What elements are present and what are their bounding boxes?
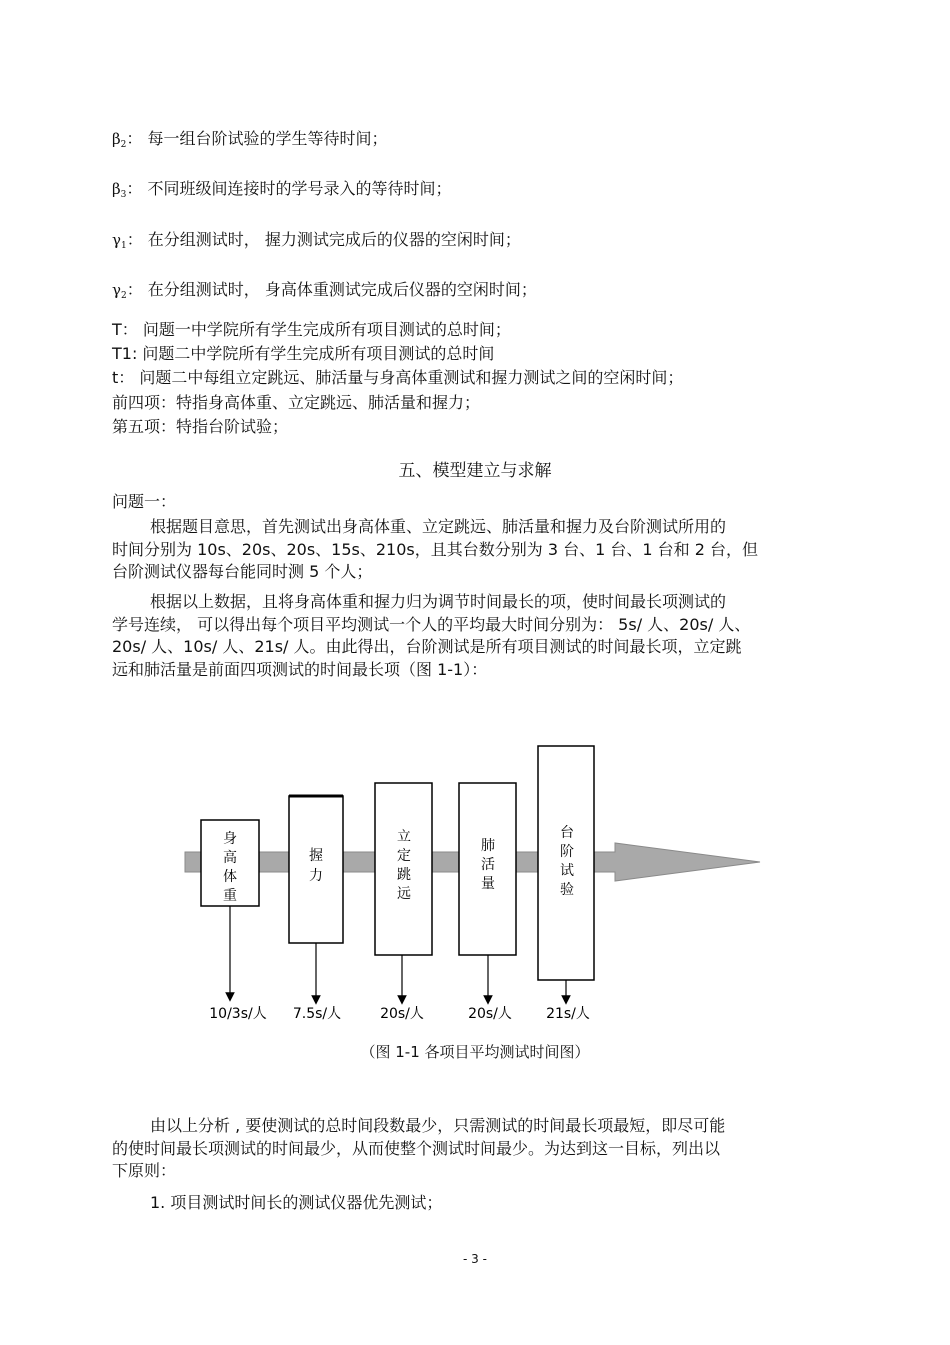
paragraph-line: 远和肺活量是前面四项测试的时间最长项（图 1-1）： (112, 659, 488, 679)
paragraph-line: 由以上分析 , 要使测试的总时间段数最少，只需测试的时间最长项最短，即尽可能 (150, 1116, 726, 1135)
figure-caption: （图 1-1 各项目平均测试时间图） (360, 1043, 590, 1061)
definition-text: ： 每一组台阶试验的学生等待时间； (126, 129, 388, 148)
paragraph-line: 学号连续， 可以得出每个项目平均测试一个人的平均最大时间分别为： 5s/ 人、20s/ 人、 (112, 614, 751, 634)
box-label-char: 力 (309, 868, 323, 884)
box-grip (289, 796, 343, 1022)
box-label-char: 身 (223, 831, 237, 847)
paragraph-line: 根据以上数据，且将身高体重和握力归为调节时间最长的项，使时间最长项测试的 (150, 592, 727, 611)
page-number: - 3 - (463, 1252, 487, 1266)
box-label-char: 立 (397, 829, 411, 845)
definition-t: t： 问题二中每组立定跳远、肺活量与身高体重测试和握力测试之间的空闲时间； (112, 368, 684, 387)
box-lung-capacity (459, 783, 516, 1022)
problem-label: 问题一： (112, 492, 177, 511)
paragraph-line: 的使时间最长项测试的时间最少，从而使整个测试时间最少。为达到这一目标，列出以 (112, 1138, 721, 1158)
paragraph-line: 下原则： (112, 1161, 177, 1180)
paragraph-line: 根据题目意思，首先测试出身高体重、立定跳远、肺活量和握力及台阶测试所用的 (150, 517, 727, 536)
box-label-char: 远 (397, 886, 411, 902)
paragraph-3 (112, 1115, 725, 1183)
symbol: $\beta_3$ (112, 180, 127, 200)
box-step-test (538, 746, 594, 1022)
box-label-char: 肺 (481, 838, 495, 854)
time-label: 20s/人 (468, 1006, 512, 1022)
box-label-char: 台 (560, 825, 574, 841)
definition-T: T： 问题一中学院所有学生完成所有项目测试的总时间； (112, 320, 511, 339)
definition-text: ： 在分组测试时， 握力测试完成后的仪器的空闲时间； (126, 230, 521, 249)
box-label-char: 跳 (397, 867, 411, 883)
symbol: $\beta_2$ (112, 130, 127, 150)
paragraph-line: 20s/ 人、10s/ 人、21s/ 人。由此得出，台阶测试是所有项目测试的时间最长项，立定跳 (112, 637, 742, 656)
definition-text: ： 不同班级间连接时的学号录入的等待时间； (126, 179, 452, 198)
section-title: 五、模型建立与求解 (398, 461, 552, 481)
symbol: $\gamma_1$ (112, 231, 127, 251)
box-label-char: 试 (560, 863, 574, 879)
box-standing-jump (375, 783, 432, 1022)
box-label-char: 量 (481, 876, 495, 892)
definition-first-four: 前四项：特指身高体重、立定跳远、肺活量和握力； (112, 393, 481, 412)
definition-fifth: 第五项：特指台阶试验； (112, 417, 289, 436)
box-label-char: 活 (481, 857, 495, 873)
box-label-char: 验 (560, 882, 574, 898)
rule-1: 1. 项目测试时间长的测试仪器优先测试； (150, 1193, 443, 1212)
time-label: 10/3s/人 (209, 1006, 267, 1022)
definition-text: ： 在分组测试时， 身高体重测试完成后仪器的空闲时间； (126, 280, 537, 299)
box-label-char: 阶 (560, 844, 574, 860)
box-height-weight (201, 820, 267, 1022)
time-label: 20s/人 (380, 1006, 424, 1022)
symbol: $\gamma_2$ (112, 281, 127, 301)
time-label: 21s/人 (546, 1006, 590, 1022)
box-label-char: 重 (223, 888, 237, 904)
definition-T1: T1: 问题二中学院所有学生完成所有项目测试的总时间 (112, 344, 495, 363)
box-label-char: 握 (309, 848, 323, 864)
time-label: 7.5s/人 (292, 1006, 342, 1022)
paragraph-line: 时间分别为 10s、20s、20s、15s、210s，且其台数分别为 3 台、1 台、1 台和 2 台，但 (112, 539, 758, 559)
box-label-char: 体 (223, 869, 237, 885)
box-label-char: 定 (397, 848, 411, 864)
paragraph-line: 台阶测试仪器每台能同时测 5 个人； (112, 562, 373, 581)
box-label-char: 高 (223, 850, 237, 866)
